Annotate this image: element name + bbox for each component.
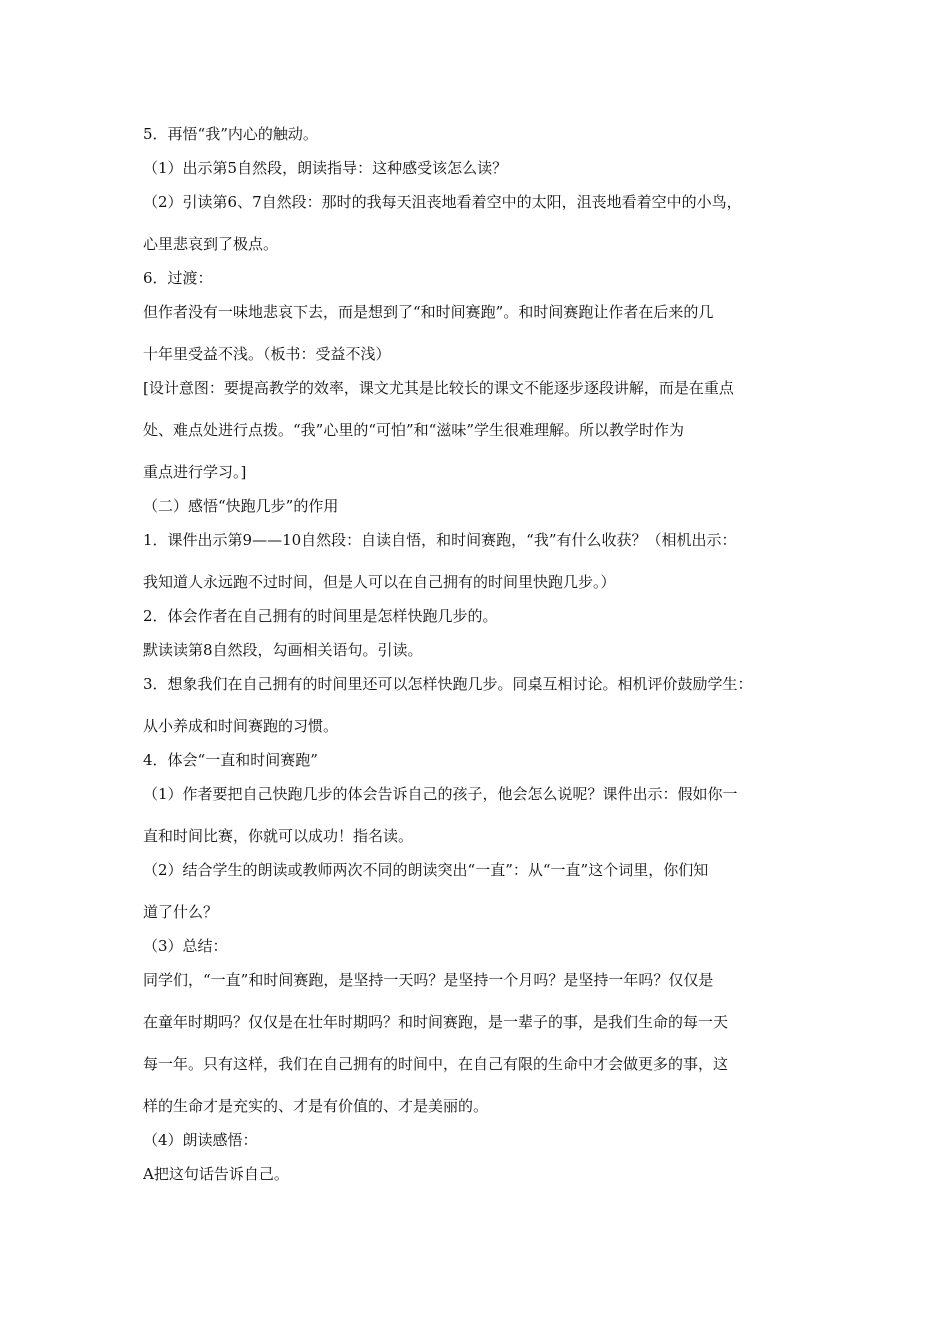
text-line: 在童年时期吗？仅仅是在壮年时期吗？和时间赛跑，是一辈子的事，是我们生命的每一天 bbox=[143, 1013, 729, 1031]
text-line: 每一年。只有这样，我们在自己拥有的时间中，在自己有限的生命中才会做更多的事，这 bbox=[143, 1055, 729, 1073]
text-line: 十年里受益不浅。（板书：受益不浅） bbox=[143, 345, 391, 363]
text-line: （1）出示第5自然段，朗读指导：这种感受该怎么读？ bbox=[143, 159, 508, 177]
text-line: 同学们，“一直”和时间赛跑，是坚持一天吗？是坚持一个月吗？是坚持一年吗？仅仅是 bbox=[143, 971, 714, 989]
text-line: 重点进行学习。] bbox=[143, 463, 247, 481]
text-line: A把这句话告诉自己。 bbox=[143, 1165, 289, 1183]
text-line: 但作者没有一味地悲哀下去，而是想到了“和时间赛跑”。和时间赛跑让作者在后来的几 bbox=[143, 303, 714, 321]
text-line: 3．想象我们在自己拥有的时间里还可以怎样快跑几步。同桌互相讨论。相机评价鼓励学生： bbox=[143, 675, 753, 693]
text-line: 4．体会“一直和时间赛跑” bbox=[143, 751, 318, 769]
text-line: 6．过渡： bbox=[143, 269, 213, 287]
document-body bbox=[143, 124, 823, 1184]
text-line: 2．体会作者在自己拥有的时间里是怎样快跑几步的。 bbox=[143, 607, 498, 625]
text-line: （1）作者要把自己快跑几步的体会告诉自己的孩子，他会怎么说呢？课件出示：假如你一 bbox=[143, 785, 738, 803]
text-line: 默读读第8自然段，勾画相关语句。引读。 bbox=[143, 641, 423, 659]
text-line: 样的生命才是充实的、才是有价值的、才是美丽的。 bbox=[143, 1097, 489, 1115]
text-line: [设计意图：要提高教学的效率，课文尤其是比较长的课文不能逐步逐段讲解，而是在重点 bbox=[143, 379, 734, 397]
text-line: （2）引读第6、7自然段：那时的我每天沮丧地看着空中的太阳，沮丧地看着空中的小鸟， bbox=[143, 193, 742, 211]
text-line: 1．课件出示第9——10自然段：自读自悟，和时间赛跑，“我”有什么收获？（相机出示： bbox=[143, 531, 737, 549]
text-line: 处、难点处进行点拨。“我”心里的“可怕”和“滋味”学生很难理解。所以教学时作为 bbox=[143, 421, 685, 439]
text-line: 直和时间比赛，你就可以成功！指名读。 bbox=[143, 827, 414, 845]
text-line: 我知道人永远跑不过时间，但是人可以在自己拥有的时间里快跑几步。） bbox=[143, 573, 616, 591]
text-line: 5．再悟“我”内心的触动。 bbox=[143, 125, 318, 143]
text-line: 心里悲哀到了极点。 bbox=[143, 235, 279, 253]
text-line: （4）朗读感悟： bbox=[143, 1131, 258, 1149]
section-heading: （二）感悟“快跑几步”的作用 bbox=[143, 497, 339, 515]
text-line: （3）总结： bbox=[143, 937, 228, 955]
text-line: （2）结合学生的朗读或教师两次不同的朗读突出“一直”：从“一直”这个词里，你们知 bbox=[143, 861, 709, 879]
text-line: 从小养成和时间赛跑的习惯。 bbox=[143, 717, 339, 735]
text-line: 道了什么？ bbox=[143, 903, 219, 921]
